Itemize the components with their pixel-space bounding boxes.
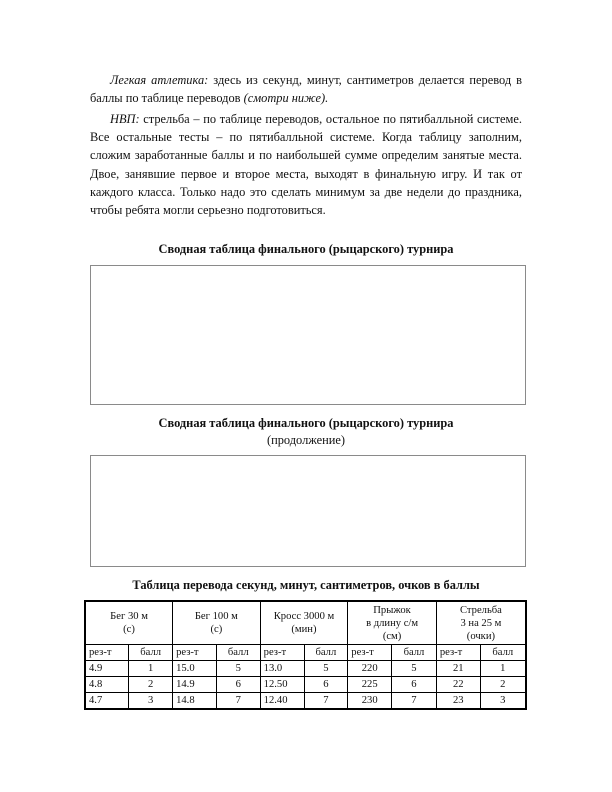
table-cell: 1 bbox=[480, 661, 526, 677]
paragraph-athletics bbox=[90, 71, 522, 107]
table-cell: 4.7 bbox=[85, 693, 129, 710]
conversion-table bbox=[84, 600, 527, 710]
table-cell: 5 bbox=[216, 661, 260, 677]
subheader-result: рез-т bbox=[436, 645, 480, 661]
subheader-score: балл bbox=[304, 645, 348, 661]
athletics-note: (смотри ниже). bbox=[243, 91, 329, 106]
subheader-result: рез-т bbox=[85, 645, 129, 661]
table-row bbox=[85, 661, 526, 677]
table-cell: 12.40 bbox=[260, 693, 304, 710]
table-cell: 13.0 bbox=[260, 661, 304, 677]
table-cell: 2 bbox=[129, 677, 173, 693]
table-cell: 7 bbox=[304, 693, 348, 710]
summary-continued-heading bbox=[90, 415, 522, 449]
table-cell: 1 bbox=[129, 661, 173, 677]
column-header-cross3000: Кросс 3000 м (мин) bbox=[260, 601, 348, 645]
conversion-table-heading: Таблица перевода секунд, минут, сантиметров, очков в баллы bbox=[132, 578, 480, 592]
table-cell: 6 bbox=[216, 677, 260, 693]
summary-table-box bbox=[90, 265, 526, 405]
athletics-lead: Легкая атлетика: bbox=[110, 73, 209, 87]
nvp-text: стрельба – по таблице переводов, остальное по пятибалльной системе. Все остальные тесты – по пятибалльной системе. Когда таблицу заполним, сложим заработанные баллы и по наибольшей сумме определим занятые места. Двое, занявшие первое и второе места, выходят в финальную игру. И так от каждого класса. Только надо это сделать минимум за две недели до праздника, чтобы ребята могли серьезно подготовиться. bbox=[90, 112, 522, 218]
subheader-score: балл bbox=[480, 645, 526, 661]
subheader-score: балл bbox=[216, 645, 260, 661]
table-cell: 4.8 bbox=[85, 677, 129, 693]
table-cell: 15.0 bbox=[173, 661, 217, 677]
table-cell: 2 bbox=[480, 677, 526, 693]
column-header-shooting: Стрельба 3 на 25 м (очки) bbox=[436, 601, 526, 645]
table-cell: 14.8 bbox=[173, 693, 217, 710]
table-cell: 22 bbox=[436, 677, 480, 693]
table-cell: 14.9 bbox=[173, 677, 217, 693]
table-cell: 6 bbox=[392, 677, 437, 693]
column-header-run30: Бег 30 м (с) bbox=[85, 601, 173, 645]
table-cell: 4.9 bbox=[85, 661, 129, 677]
nvp-lead: НВП: bbox=[110, 112, 140, 126]
table-cell: 7 bbox=[216, 693, 260, 710]
subheader-result: рез-т bbox=[173, 645, 217, 661]
table-row bbox=[85, 693, 526, 710]
table-cell: 220 bbox=[348, 661, 392, 677]
conversion-header-row bbox=[85, 601, 526, 645]
table-cell: 225 bbox=[348, 677, 392, 693]
table-cell: 5 bbox=[392, 661, 437, 677]
summary-continued-box bbox=[90, 455, 526, 567]
column-header-long-jump: Прыжок в длину с/м (см) bbox=[348, 601, 437, 645]
column-header-run100: Бег 100 м (с) bbox=[173, 601, 261, 645]
table-cell: 7 bbox=[392, 693, 437, 710]
table-cell: 3 bbox=[480, 693, 526, 710]
table-cell: 23 bbox=[436, 693, 480, 710]
paragraph-nvp bbox=[90, 110, 522, 219]
summary-table-heading: Сводная таблица финального (рыцарского) турнира bbox=[158, 242, 454, 256]
subheader-result: рез-т bbox=[260, 645, 304, 661]
table-cell: 6 bbox=[304, 677, 348, 693]
summary-continued-title: Сводная таблица финального (рыцарского) турнира bbox=[158, 416, 454, 430]
table-cell: 3 bbox=[129, 693, 173, 710]
athletics-text: здесь из секунд, минут, сантиметров делается перевод в баллы по таблице переводов bbox=[90, 73, 522, 106]
subheader-score: балл bbox=[129, 645, 173, 661]
table-cell: 5 bbox=[304, 661, 348, 677]
table-cell: 21 bbox=[436, 661, 480, 677]
subheader-result: рез-т bbox=[348, 645, 392, 661]
summary-continued-subtitle: (продолжение) bbox=[266, 433, 346, 447]
subheader-score: балл bbox=[392, 645, 437, 661]
table-cell: 12.50 bbox=[260, 677, 304, 693]
table-row bbox=[85, 677, 526, 693]
conversion-subheader-row bbox=[85, 645, 526, 661]
table-cell: 230 bbox=[348, 693, 392, 710]
